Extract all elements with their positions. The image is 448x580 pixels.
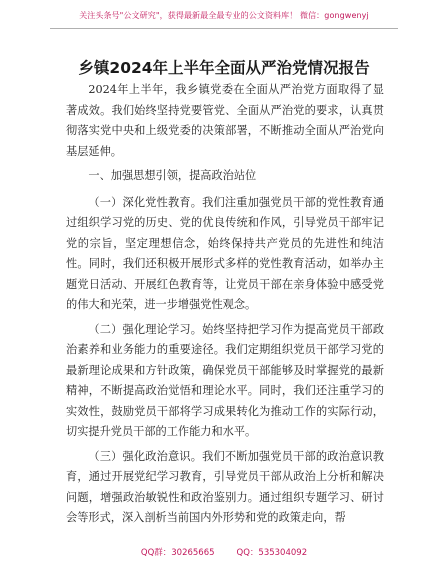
qq-label: QQ：535304092 (236, 548, 308, 558)
promo-banner: 关注头条号"公文研究"，获得最新最全最专业的公文资料库！ 微信：gongwenyj (79, 11, 369, 20)
document-body (66, 80, 384, 533)
section-heading: 一、加强思想引领，提高政治站位 (88, 169, 257, 182)
intro-paragraph: 2024年上半年，我乡镇党委在全面从严治党方面取得了显著成效。我们始终坚持党要管党、全面从严治党的要求，认真贯彻落实党中央和上级党委的决策部署，不断推动全面从严治党向基层延伸。 (66, 83, 384, 158)
qq-group-label: QQ群：30265665 (140, 548, 215, 558)
paragraph-party-education: （一）深化党性教育。我们注重加强党员干部的党性教育通过组织学习党的历史、党的优良传统和作风，引导党员干部牢记党的宗旨，坚定理想信念，始终保持共产党员的先进性和纯洁性。同时，我们还积极开展形式多样的党性教育活动，如举办主题党日活动、开展红色教育等，让党员干部在亲身体验中感受党的伟大和光荣，进一步增强党性观念。 (66, 195, 384, 311)
footer-contact (0, 546, 448, 558)
header-divider (50, 28, 398, 29)
paragraph-theory-study: （二）强化理论学习。始终坚持把学习作为提高党员干部政治素养和业务能力的重要途径。我们定期组织党员干部学习党的最新理论成果和方针政策，确保党员干部能够及时掌握党的最新精神，不断提高政治觉悟和理论水平。同时，我们还注重学习的实效性，鼓励党员干部将学习成果转化为推动工作的实际行动，切实提升党员干部的工作能力和水平。 (66, 322, 384, 438)
paragraph-political-awareness: （三）强化政治意识。我们不断加强党员干部的政治意识教育，通过开展党纪学习教育，引导党员干部从政治上分析和解决问题，增强政治敏锐性和政治鉴别力。通过组织专题学习、研讨会等形式，深入剖析当前国内外形势和党的政策走向，帮 (66, 449, 384, 524)
document-title: 乡镇2024年上半年全面从严治党情况报告 (78, 59, 370, 77)
